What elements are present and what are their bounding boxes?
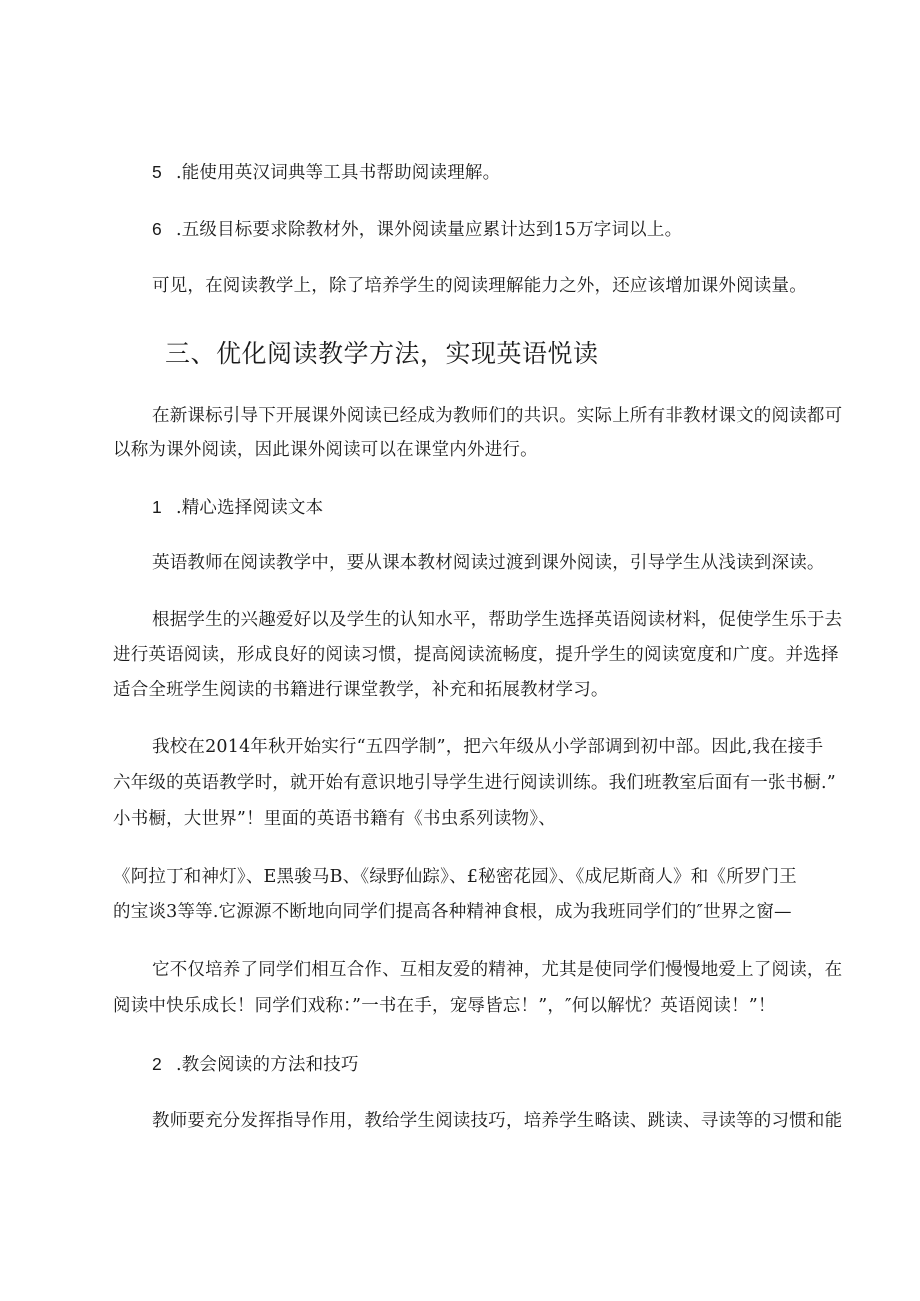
paragraph-6-line-2: 阅读中快乐成长！同学们戏称：”一书在手，宠辱皆忘！”，″何以解忧？英语阅读！”！ (113, 996, 776, 1016)
list-item-6 (152, 214, 852, 245)
subheading-number: 1 (152, 497, 162, 517)
paragraph-3-line-3: 适合全班学生阅读的书籍进行课堂教学，补充和拓展教材学习。 (113, 680, 609, 700)
paragraph-4-line-2: 六年级的英语教学时，就开始有意识地引导学生进行阅读训练。我们班教室后面有一张书橱.” (113, 773, 836, 793)
paragraph-2: 英语教师在阅读教学中，要从课本教材阅读过渡到课外阅读，引导学生从浅读到深读。 (152, 553, 825, 573)
subheading-text: .精心选择阅读文本 (175, 498, 324, 518)
subheading-2 (152, 1049, 852, 1080)
paragraph-5-line-2: 的宝谈3等等.它源源不断地向同学们提高各种精神食根，成为我班同学们的″世界之窗— (113, 902, 792, 922)
paragraph-6-line-1: 它不仅培养了同学们相互合作、互相友爱的精神，尤其是使同学们慢慢地爱上了阅读，在 (152, 960, 843, 980)
paragraph-3-line-1: 根据学生的兴趣爱好以及学生的认知水平，帮助学生选择英语阅读材料，促使学生乐于去 (152, 610, 843, 630)
subheading-number: 2 (152, 1054, 162, 1074)
list-text: .能使用英汉词典等工具书帮助阅读理解。 (175, 163, 501, 183)
list-number: 5 (152, 162, 162, 182)
paragraph-3-line-2: 进行英语阅读，形成良好的阅读习惯，提高阅读流畅度，提升学生的阅读宽度和广度。并选择 (113, 645, 839, 665)
list-number: 6 (152, 219, 162, 239)
list-text: .五级目标要求除教材外，课外阅读量应累计达到15万字词以上。 (175, 220, 683, 240)
paragraph-7: 教师要充分发挥指导作用，教给学生阅读技巧，培养学生略读、跳读、寻读等的习惯和能 (152, 1111, 843, 1131)
paragraph-5-line-1: 《阿拉丁和神灯》、E黑骏马B、《绿野仙踪》、£秘密花园》、《成尼斯商人》和《所罗门王 (113, 867, 797, 887)
paragraph-4-line-1: 我校在2014年秋开始实行“五四学制”，把六年级从小学部调到初中部。因此,我在接手 (152, 737, 824, 757)
section-heading: 三、优化阅读教学方法，实现英语悦读 (165, 339, 599, 368)
list-item-5 (152, 157, 852, 188)
paragraph-1-line-2: 以称为课外阅读，因此课外阅读可以在课堂内外进行。 (113, 440, 538, 460)
paragraph-4-line-3: 小书橱，大世界”！里面的英语书籍有《书虫系列读物》、 (113, 809, 556, 829)
subheading-1 (152, 492, 852, 523)
paragraph-1-line-1: 在新课标引导下开展课外阅读已经成为教师们的共识。实际上所有非教材课文的阅读都可 (152, 406, 843, 426)
subheading-text: .教会阅读的方法和技巧 (175, 1055, 359, 1075)
conclusion-paragraph: 可见，在阅读教学上，除了培养学生的阅读理解能力之外，还应该增加课外阅读量。 (152, 276, 807, 296)
